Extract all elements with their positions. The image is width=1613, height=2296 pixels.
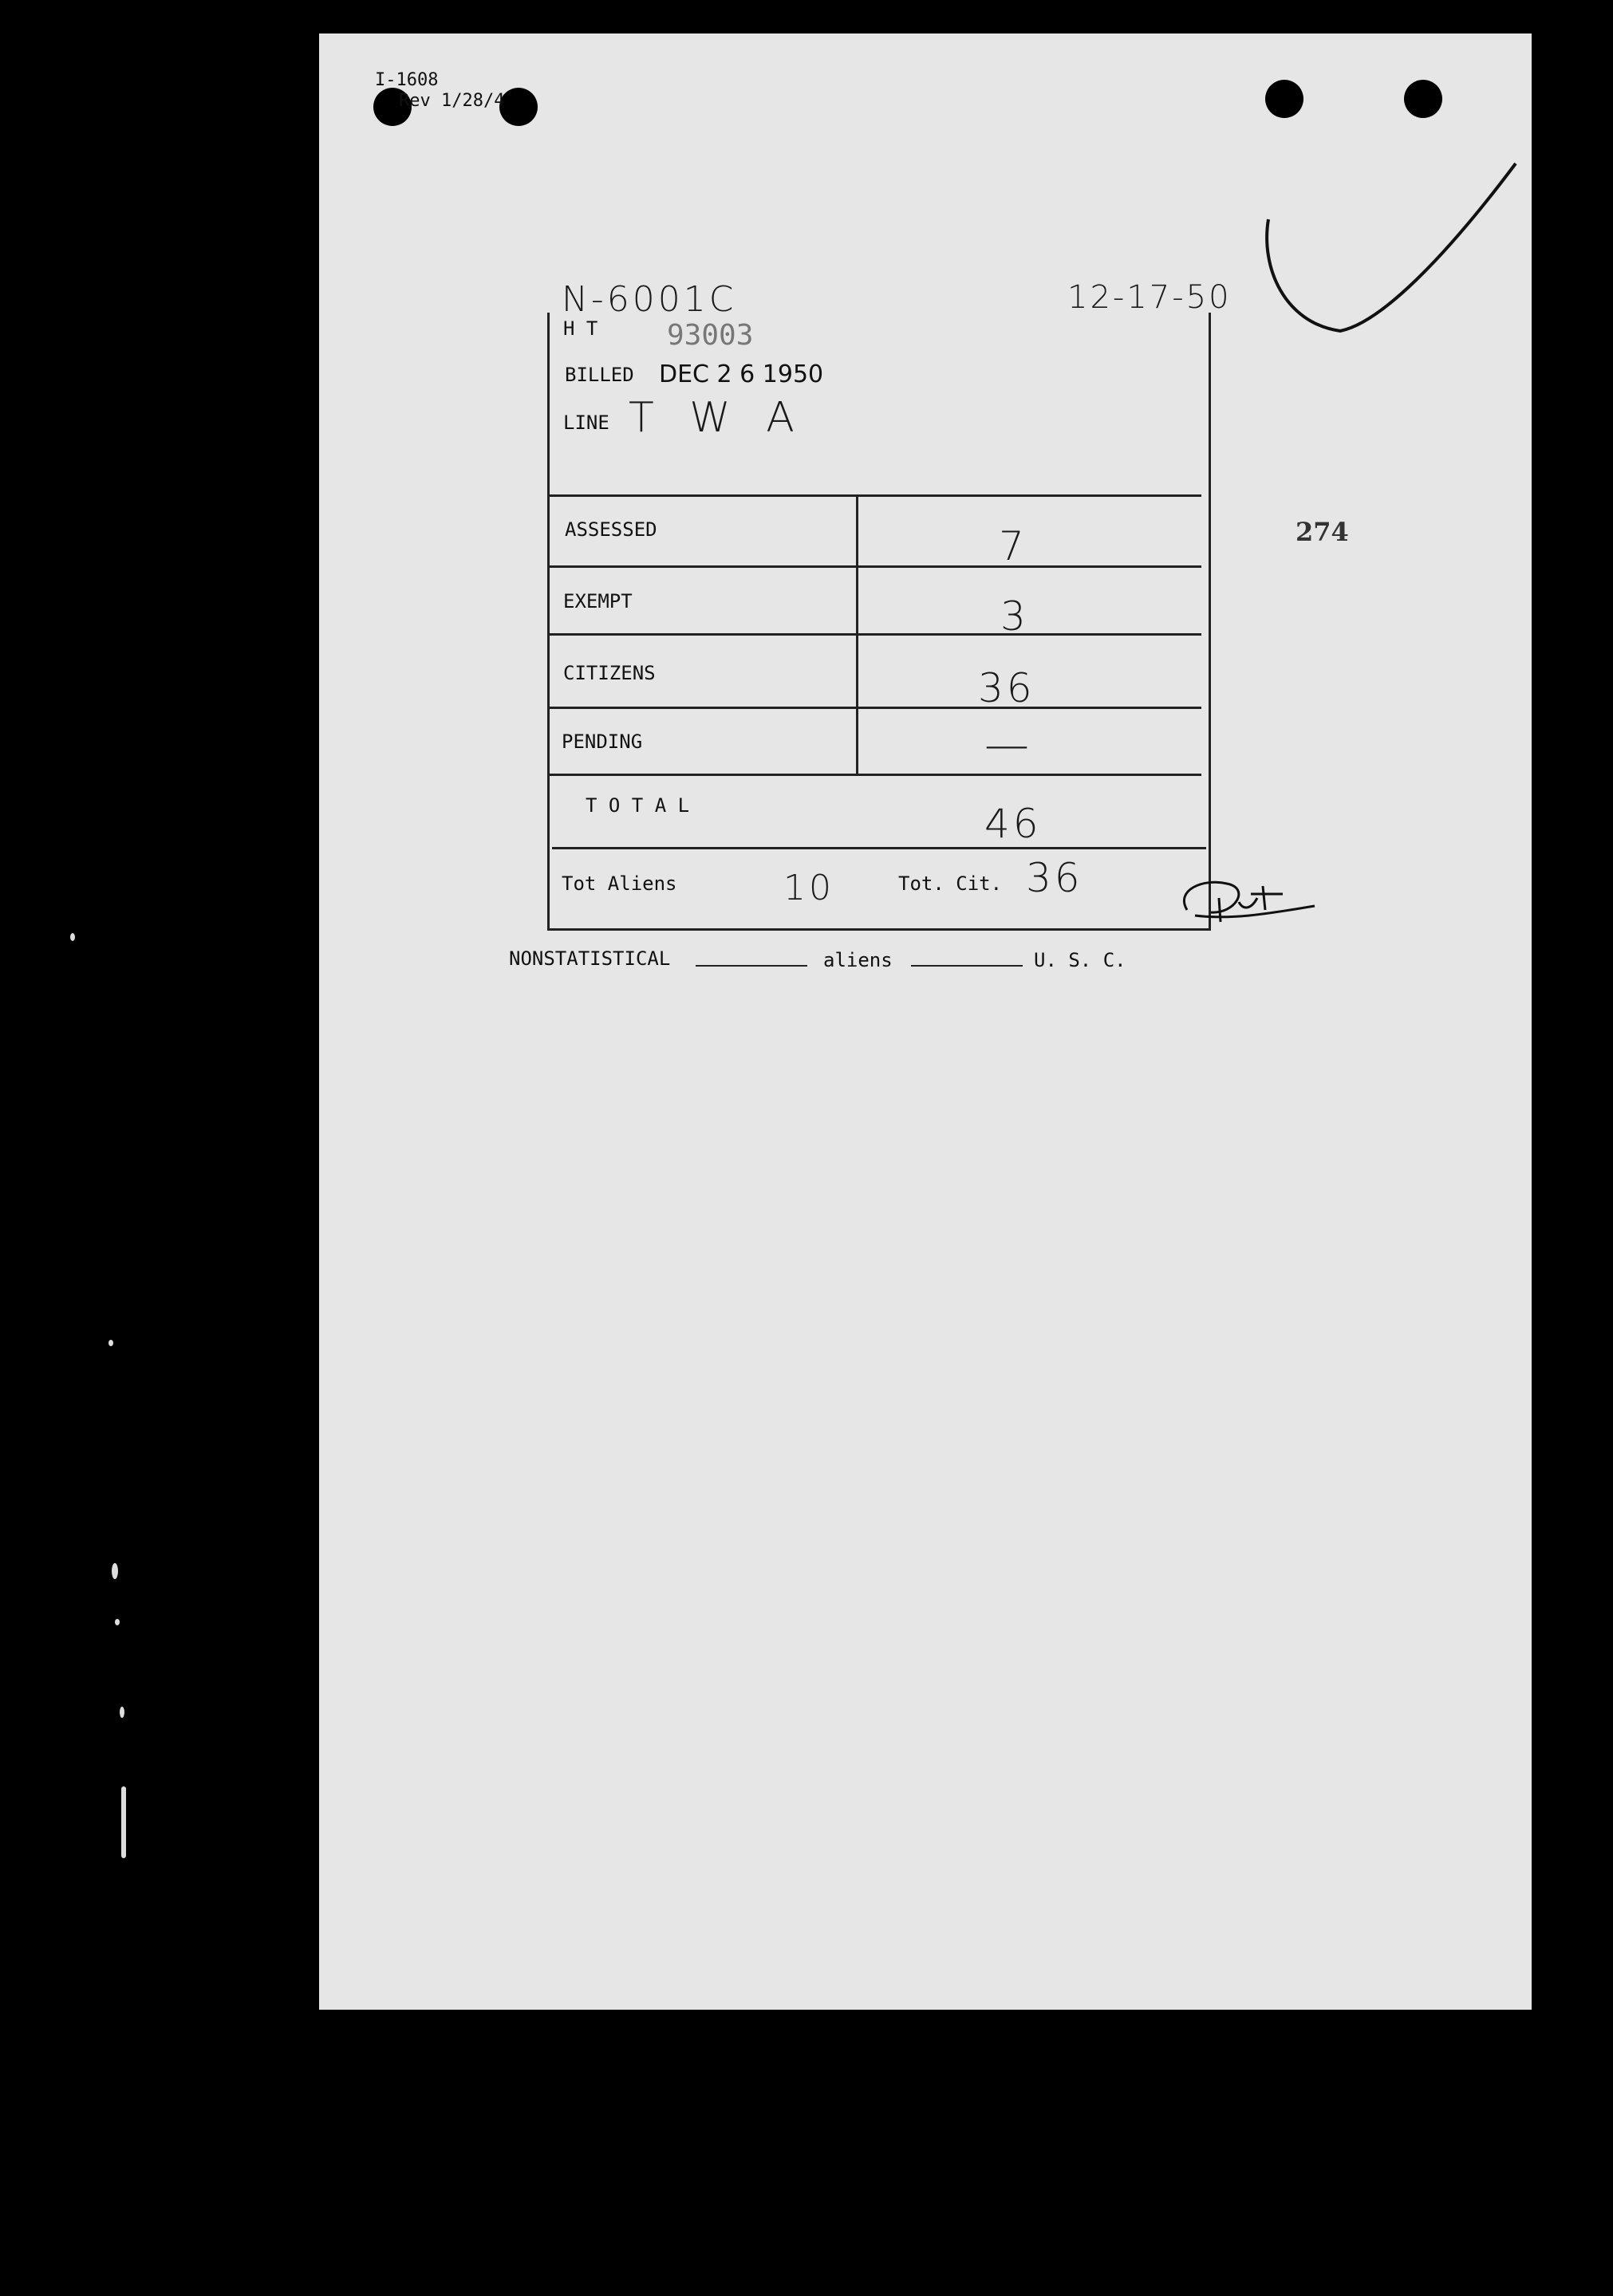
line-label: LINE [563,412,609,434]
divider [547,633,1201,636]
blank-line [696,965,807,967]
column-divider [856,494,858,774]
initials-signature [1171,874,1323,930]
form-revision: Rev 1/28/4 [399,91,505,111]
divider [547,774,1201,776]
punch-hole-right [1265,80,1303,118]
row-value-exempt: 3 [1000,593,1026,640]
tot-cit-value: 36 [1026,855,1083,901]
tot-cit-label: Tot. Cit. [898,872,1003,895]
row-label-pending: PENDING [562,731,643,753]
row-label-exempt: EXEMPT [563,590,633,612]
page-stamp-number: 274 [1296,517,1349,547]
row-value-pending: — [984,719,1029,771]
total-value: 46 [984,801,1042,847]
row-label-assessed: ASSESSED [565,518,657,541]
ht-label: H T [563,317,598,340]
tot-aliens-value: 10 [783,868,834,908]
handwritten-manifest-number: N-6001C [562,279,737,320]
billed-label: BILLED [565,364,634,386]
divider [547,494,1201,497]
punch-hole-left-2 [499,88,538,126]
row-value-assessed: 7 [999,523,1024,569]
billed-date-stamp: DEC 2 6 1950 [659,360,824,388]
aliens-label: aliens [823,949,893,971]
nonstatistical-label: NONSTATISTICAL [509,947,671,970]
divider [552,847,1206,849]
usc-label: U. S. C. [1034,949,1126,971]
blank-line [911,965,1023,967]
tot-aliens-label: Tot Aliens [562,872,677,895]
total-label: T O T A L [586,794,690,817]
checkmark-icon [1260,148,1524,347]
form-number: I-1608 [375,70,439,90]
line-value: T W A [629,394,806,442]
punch-hole-far-right [1404,80,1442,118]
divider [547,707,1201,709]
row-value-citizens: 36 [978,665,1035,711]
row-label-citizens: CITIZENS [563,662,656,684]
ht-stamp: 93003 [667,319,754,352]
handwritten-date: 12-17-50 [1067,279,1232,316]
svg-text:Aut: Aut [1211,884,1252,912]
divider [547,565,1201,568]
